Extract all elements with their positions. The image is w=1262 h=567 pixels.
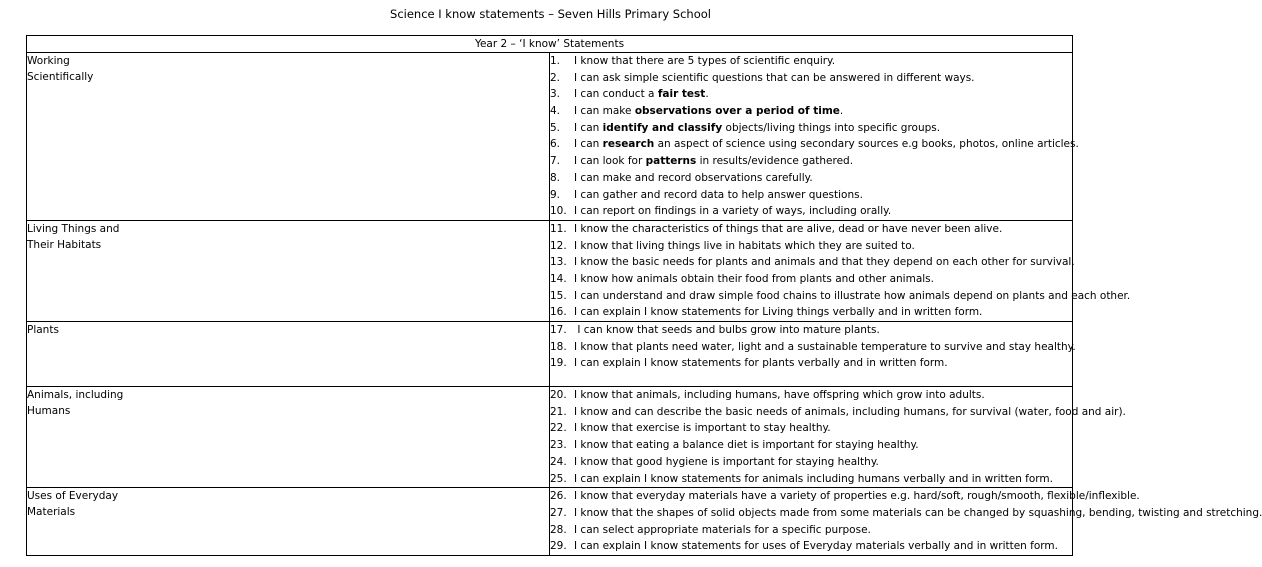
statement-item: [550, 538, 1072, 555]
section-row: [27, 322, 1073, 387]
statement-keyword: research: [602, 138, 655, 151]
statement-number: 12.: [550, 239, 567, 252]
statement-fragment: I can explain I know statements for Living things verbally and in written form.: [574, 306, 983, 319]
section-statements: [550, 322, 1076, 387]
statement-item: [550, 153, 1072, 170]
statement-number: 3.: [550, 88, 561, 101]
statement-item: [550, 404, 1126, 421]
statement-fragment: I know that animals, including humans, have offspring which grow into adults.: [574, 389, 985, 402]
statement-fragment: objects/living things into specific groups.: [722, 121, 941, 134]
statement-text: [574, 538, 1058, 555]
statement-item: [550, 437, 1072, 454]
statement-item: [550, 53, 1072, 70]
statement-number: 23.: [550, 439, 567, 452]
statement-text: [574, 437, 919, 454]
statement-item: [550, 203, 1072, 220]
statement-fragment: I can understand and draw simple food chains to illustrate how animals depend on plants and each other.: [574, 289, 1131, 302]
statement-number: 21.: [550, 405, 567, 418]
statement-item: [550, 238, 1072, 255]
statement-number: 17.: [550, 324, 567, 336]
statement-text: [574, 203, 891, 220]
statement-number: 16.: [550, 306, 567, 319]
statement-number: 18.: [550, 340, 567, 353]
statement-fragment: .: [839, 105, 844, 118]
statement-fragment: .: [705, 88, 709, 101]
statement-text: [574, 387, 985, 404]
statement-fragment: I can select appropriate materials for a specific purpose.: [574, 523, 871, 536]
statement-number: 22.: [550, 422, 567, 435]
statement-text: [574, 454, 879, 471]
statement-item: [550, 387, 1072, 404]
statement-item: [550, 86, 1072, 103]
statement-fragment: I know the characteristics of things that are alive, dead or have never been alive.: [574, 222, 1003, 235]
statement-item: [550, 136, 1079, 153]
year-header: Year 2 – ‘I know’ Statements: [27, 36, 1073, 53]
statement-keyword: observations over a period of time: [634, 105, 840, 118]
statement-fragment: I know that the shapes of solid objects made from some materials can be changed by squashing, bending, twisting and stretching.: [574, 506, 1262, 519]
statement-text: [574, 322, 880, 339]
statement-text: [574, 404, 1126, 421]
statement-fragment: I know that good hygiene is important for staying healthy.: [574, 455, 879, 468]
statement-text: [574, 70, 975, 87]
statement-item: [550, 288, 1131, 305]
statement-keyword: identify and classify: [602, 121, 723, 134]
statement-item: [550, 322, 1072, 339]
section-subject: Uses of Everyday Materials: [27, 488, 550, 556]
statement-text: [574, 254, 1075, 271]
section-statements: [550, 53, 1079, 221]
table-body: [27, 53, 1262, 556]
statements-table: [26, 35, 1262, 556]
statement-item: [550, 70, 1072, 87]
statement-text: [574, 120, 940, 137]
section-subject: Animals, including Humans: [27, 387, 550, 488]
statement-fragment: I can conduct a: [574, 88, 658, 101]
statement-keyword: fair test: [657, 88, 706, 101]
statement-number: 29.: [550, 540, 567, 553]
statement-number: 25.: [550, 472, 567, 485]
statement-text: [574, 136, 1079, 153]
section-row: [27, 387, 1073, 488]
statement-number: 6.: [550, 138, 561, 151]
statement-text: [574, 271, 934, 288]
statement-text: [574, 471, 1053, 488]
statement-number: 20.: [550, 389, 567, 402]
statement-number: 26.: [550, 490, 567, 503]
statement-number: 13.: [550, 256, 567, 269]
section-row: [27, 53, 1073, 221]
statement-text: [574, 488, 1140, 505]
statement-number: 11.: [550, 222, 567, 235]
statement-fragment: I know the basic needs for plants and animals and that they depend on each other for survival.: [574, 256, 1075, 269]
statement-fragment: I can ask simple scientific questions that can be answered in different ways.: [574, 71, 975, 84]
section-subject: Working Scientifically: [27, 53, 550, 221]
statement-keyword: patterns: [645, 155, 697, 168]
statement-number: 9.: [550, 188, 561, 201]
statement-text: [574, 170, 813, 187]
table-header-row: [27, 36, 1073, 53]
statement-item: [550, 339, 1076, 356]
statement-fragment: I know how animals obtain their food from plants and other animals.: [574, 272, 934, 285]
statement-item: [550, 254, 1075, 271]
section-statements: [550, 387, 1126, 488]
statement-fragment: I know that exercise is important to stay healthy.: [574, 422, 831, 435]
statement-fragment: I can: [574, 121, 603, 134]
statement-number: 14.: [550, 272, 567, 285]
section-subject: Plants: [27, 322, 550, 387]
statement-fragment: I know that plants need water, light and a sustainable temperature to survive and stay healthy.: [574, 340, 1076, 353]
statement-item: [550, 103, 1072, 120]
statement-number: 27.: [550, 506, 567, 519]
statement-number: 24.: [550, 455, 567, 468]
statement-item: [550, 170, 1072, 187]
statement-number: 19.: [550, 357, 567, 370]
statement-number: 2.: [550, 71, 561, 84]
statement-text: [574, 86, 709, 103]
statement-text: [574, 187, 863, 204]
statement-text: [574, 221, 1002, 238]
statement-fragment: I know and can describe the basic needs of animals, including humans, for survival (water, food and air).: [574, 405, 1126, 418]
statement-item: [550, 522, 1072, 539]
statement-text: [574, 505, 1262, 522]
section-statements: [550, 488, 1262, 556]
statement-text: [574, 420, 831, 437]
document-title: Science I know statements – Seven Hills Primary School: [390, 7, 711, 21]
statement-fragment: I can explain I know statements for uses of Everyday materials verbally and in written form.: [574, 540, 1058, 553]
section-statements: [550, 220, 1131, 321]
statement-fragment: I can explain I know statements for plants verbally and in written form.: [574, 357, 948, 370]
statement-number: 28.: [550, 523, 567, 536]
statement-fragment: I can make and record observations carefully.: [574, 171, 813, 184]
section-row: [27, 488, 1073, 556]
statement-fragment: I can make: [574, 105, 635, 118]
statement-fragment: I know that eating a balance diet is important for staying healthy.: [574, 439, 919, 452]
statement-item: [550, 471, 1072, 488]
statement-fragment: I know that living things live in habitats which they are suited to.: [574, 239, 915, 252]
statement-item: [550, 271, 1072, 288]
statement-text: [574, 238, 915, 255]
statement-fragment: I can: [574, 138, 603, 151]
statement-number: 7.: [550, 155, 561, 168]
statement-item: [550, 505, 1262, 522]
statement-text: [574, 355, 948, 372]
statement-text: [574, 53, 835, 70]
statement-number: 8.: [550, 171, 561, 184]
statement-text: [574, 522, 871, 539]
statement-item: [550, 221, 1072, 238]
statement-item: [550, 355, 1072, 372]
statement-number: 10.: [550, 205, 567, 218]
statement-fragment: in results/evidence gathered.: [696, 155, 854, 168]
statement-item: [550, 454, 1072, 471]
statement-fragment: I can know that seeds and bulbs grow into mature plants.: [574, 324, 880, 336]
section-subject: Living Things and Their Habitats: [27, 220, 550, 321]
statement-item: [550, 488, 1140, 505]
statement-item: [550, 420, 1072, 437]
statement-number: 5.: [550, 121, 561, 134]
statement-fragment: I can look for: [574, 155, 646, 168]
statement-fragment: I can report on findings in a variety of ways, including orally.: [574, 205, 892, 218]
statement-fragment: I know that everyday materials have a variety of properties e.g. hard/soft, rough/smooth, flexible/inflexible.: [574, 490, 1140, 503]
statement-number: 15.: [550, 289, 567, 302]
statement-fragment: I can explain I know statements for animals including humans verbally and in written form.: [574, 472, 1054, 485]
statement-fragment: I can gather and record data to help answer questions.: [574, 188, 863, 201]
statement-item: [550, 187, 1072, 204]
statement-text: [574, 304, 982, 321]
section-row: [27, 220, 1073, 321]
statement-text: [574, 288, 1130, 305]
statement-item: [550, 120, 1072, 137]
statement-text: [574, 103, 843, 120]
statement-text: [574, 339, 1076, 356]
statement-fragment: I know that there are 5 types of scientific enquiry.: [574, 55, 836, 67]
statement-number: 4.: [550, 105, 561, 118]
statement-text: [574, 153, 853, 170]
statement-item: [550, 304, 1072, 321]
statement-fragment: an aspect of science using secondary sources e.g books, photos, online articles.: [654, 138, 1079, 151]
statement-number: 1.: [550, 55, 561, 67]
